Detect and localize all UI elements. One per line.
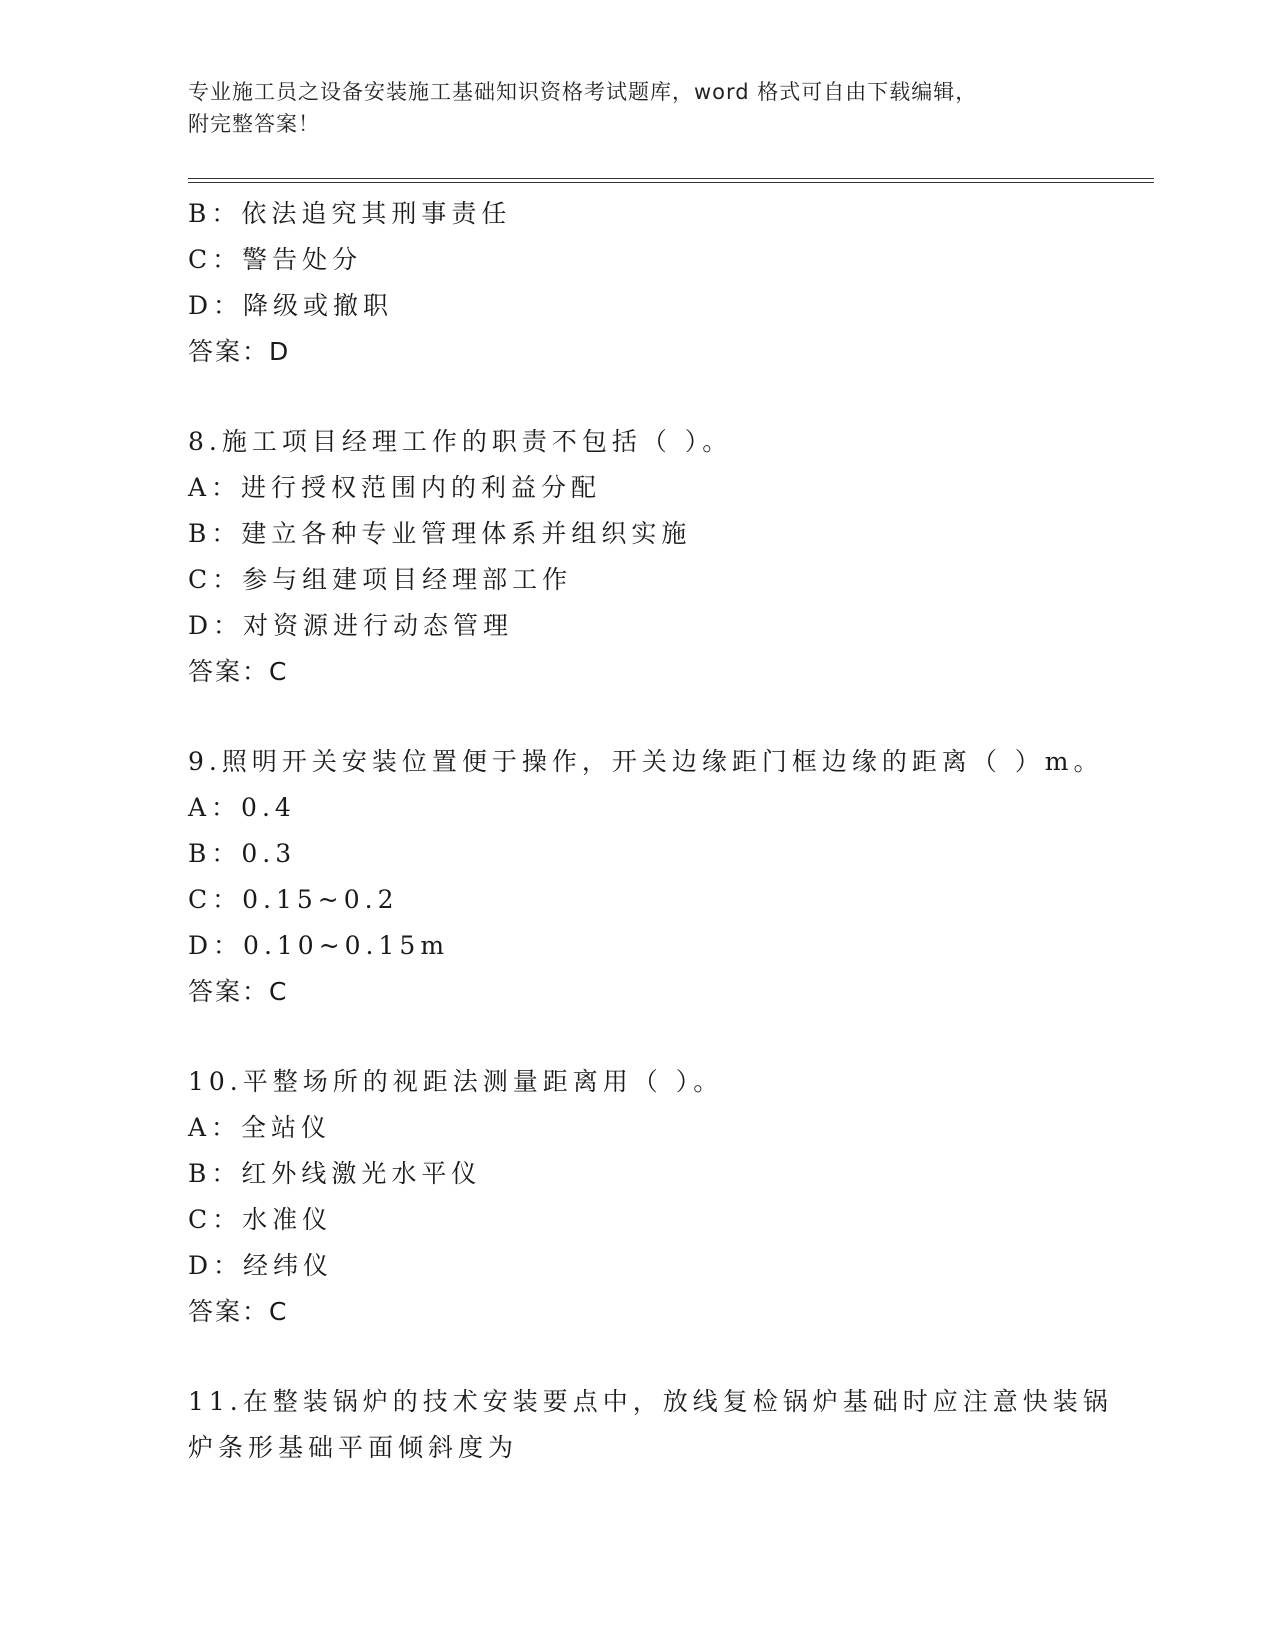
question-text-line-2: 炉条形基础平面倾斜度为	[188, 1433, 519, 1462]
question-text: 9.照明开关安装位置便于操作，开关边缘距门框边缘的距离（ ）m。	[188, 747, 1104, 776]
header-divider	[188, 178, 1154, 183]
option-d: D：经纬仪	[188, 1251, 334, 1280]
question-8	[188, 419, 1088, 695]
option-a: A：进行授权范围内的利益分配	[188, 473, 602, 502]
option-b: B：红外线激光水平仪	[188, 1159, 482, 1188]
question-text: 10.平整场所的视距法测量距离用（ ）。	[188, 1067, 724, 1096]
option-c: C：参与组建项目经理部工作	[188, 565, 573, 594]
option-d: D：对资源进行动态管理	[188, 611, 514, 640]
answer: 答案：C	[188, 1297, 289, 1326]
option-b: B：0.3	[188, 839, 297, 868]
option-b: B：建立各种专业管理体系并组织实施	[188, 519, 692, 548]
option-d: D：0.10~0.15m	[188, 931, 450, 960]
question-text: 8.施工项目经理工作的职责不包括（ ）。	[188, 427, 733, 456]
question-10	[188, 1059, 1088, 1335]
question-text-line-1: 11.在整装锅炉的技术安装要点中，放线复检锅炉基础时应注意快装锅	[188, 1387, 1113, 1416]
option-c: C：0.15~0.2	[188, 885, 399, 914]
option-c: C：水准仪	[188, 1205, 333, 1234]
answer: 答案：C	[188, 657, 289, 686]
question-7	[188, 191, 1088, 375]
option-a: A：0.4	[188, 793, 296, 822]
option-d: D：降级或撤职	[188, 291, 394, 320]
option-a: A：全站仪	[188, 1113, 332, 1142]
answer: 答案：D	[188, 337, 291, 366]
option-c: C：警告处分	[188, 245, 363, 274]
header-title-line-2: 附完整答案！	[188, 112, 320, 136]
answer: 答案：C	[188, 977, 289, 1006]
question-11	[188, 1379, 1113, 1471]
header-title-line-1: 专业施工员之设备安装施工基础知识资格考试题库，word 格式可自由下载编辑，	[188, 80, 978, 104]
question-9	[188, 739, 1104, 1015]
question-content	[188, 191, 1113, 1471]
document-header	[188, 76, 1088, 140]
option-b: B：依法追究其刑事责任	[188, 199, 512, 228]
